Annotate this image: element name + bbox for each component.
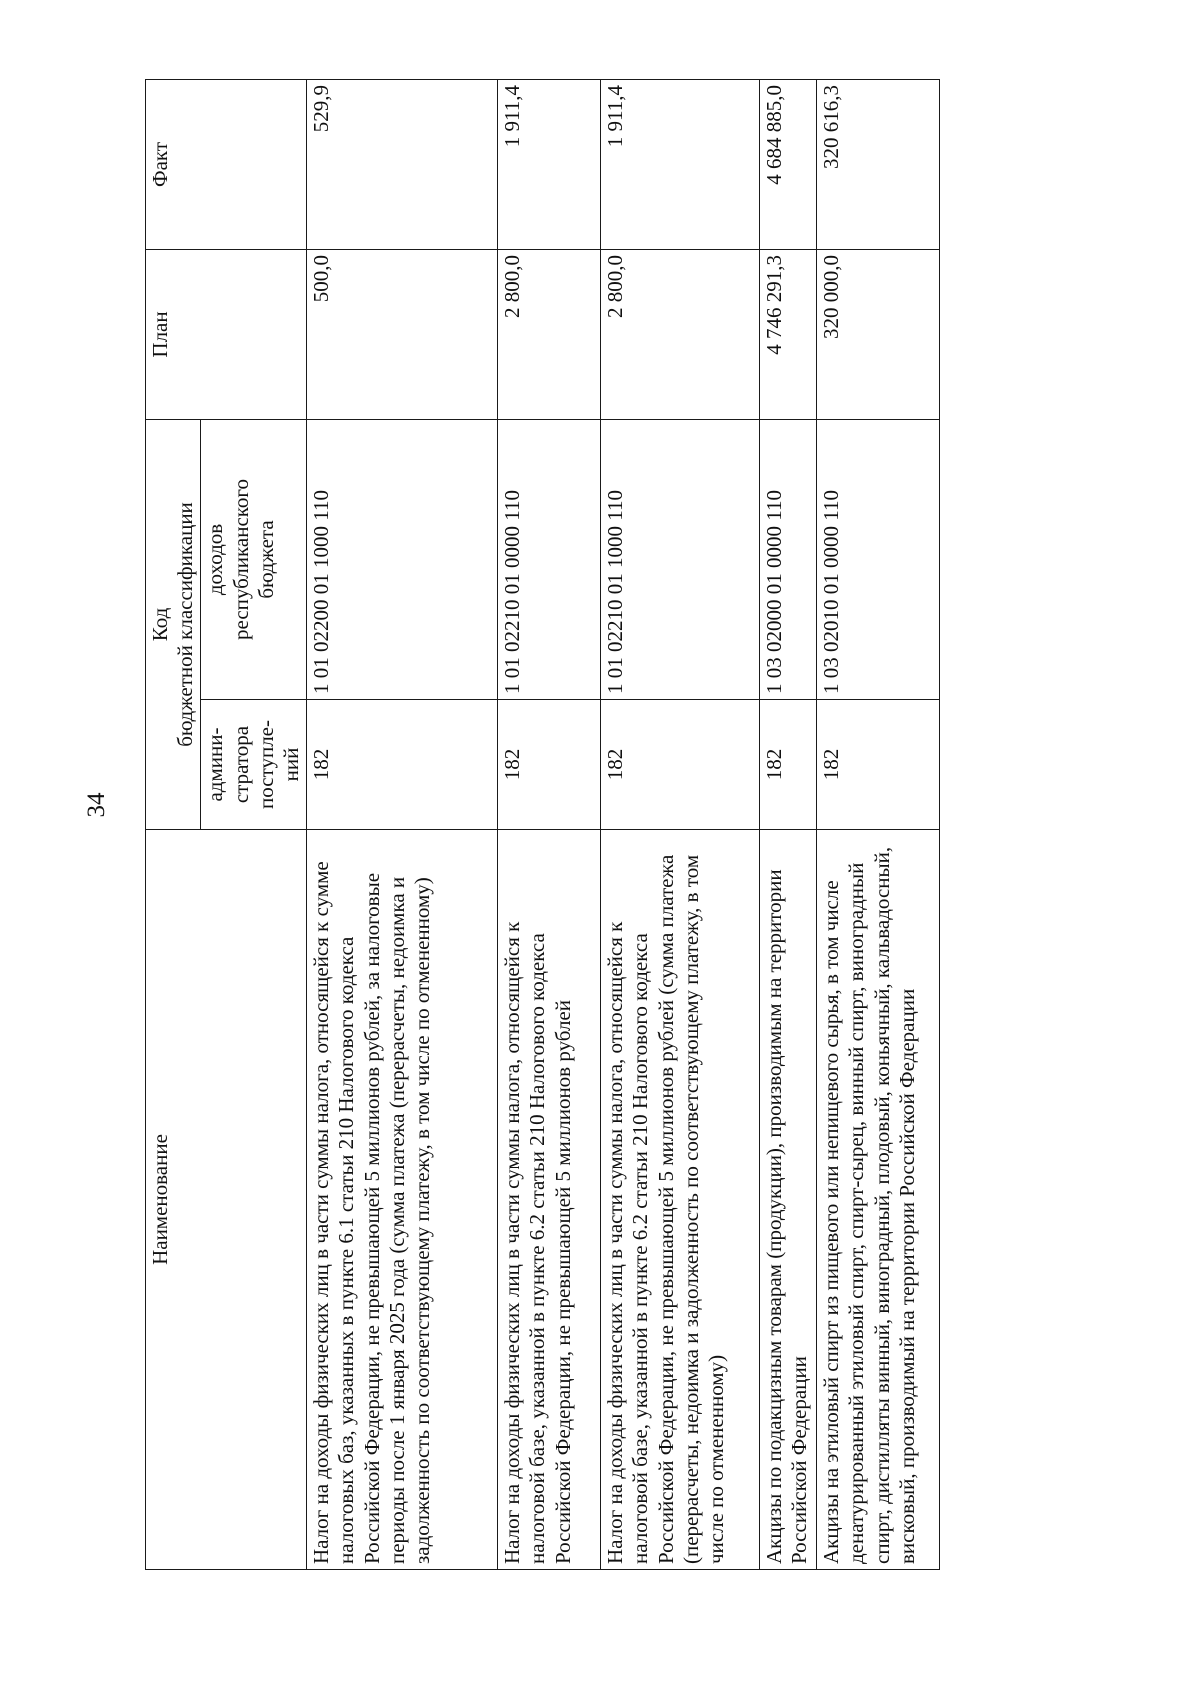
row-income-code: 1 01 02210 01 1000 110	[601, 419, 760, 699]
row-name: Налог на доходы физических лиц в части суммы налога, относящейся к сумме налоговых баз, указанных в пункте 6.1 статьи 210 Налогового кодекса Российской Федерации, не превышающей 5 миллионов рублей, за налоговые периоды после 1 января 2025 года (сумма платежа (перерасчеты, недоимка и задолженность по соответствующему платежу, в том числе по отмененному)	[307, 830, 498, 1570]
row-name: Акцизы на этиловый спирт из пищевого или непищевого сырья, в том числе денатурированный этиловый спирт, спирт-сырец, винный спирт, виноградный спирт, дистилляты винный, виноградный, плодовый, коньячный, кальвадосный, висковый, производимый на территории Российской Федерации	[817, 830, 940, 1570]
row-plan: 2 800,0	[498, 249, 601, 419]
row-plan: 4 746 291,3	[760, 249, 817, 419]
row-admin-code: 182	[760, 700, 817, 830]
table-row	[601, 79, 760, 1569]
row-name: Налог на доходы физических лиц в части суммы налога, относящейся к налоговой базе, указанной в пункте 6.2 статьи 210 Налогового кодекса Российской Федерации, не превышающей 5 миллионов рублей	[498, 830, 601, 1570]
table-row	[498, 79, 601, 1569]
row-plan: 2 800,0	[601, 249, 760, 419]
rotated-table-container	[145, 80, 1055, 1570]
header-plan: План	[146, 249, 307, 419]
row-plan: 320 000,0	[817, 249, 940, 419]
row-name: Акцизы по подакцизным товарам (продукции), производимым на территории Российской Федерации	[760, 830, 817, 1570]
header-name: Наименование	[146, 830, 307, 1570]
row-fact: 1 911,4	[601, 79, 760, 249]
row-fact: 529,9	[307, 79, 498, 249]
budget-revenue-table	[145, 79, 940, 1570]
header-admin: админи- стратора поступле- ний	[201, 700, 307, 830]
row-admin-code: 182	[817, 700, 940, 830]
table-row	[760, 79, 817, 1569]
page-number: 34	[83, 792, 110, 818]
row-income-code: 1 03 02000 01 0000 110	[760, 419, 817, 699]
row-fact: 4 684 885,0	[760, 79, 817, 249]
row-fact: 1 911,4	[498, 79, 601, 249]
table-row	[817, 79, 940, 1569]
row-admin-code: 182	[307, 700, 498, 830]
row-income-code: 1 01 02210 01 0000 110	[498, 419, 601, 699]
row-admin-code: 182	[498, 700, 601, 830]
row-income-code: 1 01 02200 01 1000 110	[307, 419, 498, 699]
header-income: доходов республиканского бюджета	[201, 419, 307, 699]
row-fact: 320 616,3	[817, 79, 940, 249]
table-row	[307, 79, 498, 1569]
row-income-code: 1 03 02010 01 0000 110	[817, 419, 940, 699]
row-admin-code: 182	[601, 700, 760, 830]
header-fact: Факт	[146, 79, 307, 249]
row-name: Налог на доходы физических лиц в части суммы налога, относящейся к налоговой базе, указанной в пункте 6.2 статьи 210 Налогового кодекса Российской Федерации, не превышающей 5 миллионов рублей (сумма платежа (перерасчеты, недоимка и задолженность по соответствующему платежу, в том числе по отмененному)	[601, 830, 760, 1570]
header-row-top	[146, 79, 201, 1569]
row-plan: 500,0	[307, 249, 498, 419]
header-code-group: Код бюджетной классификации	[146, 419, 201, 829]
